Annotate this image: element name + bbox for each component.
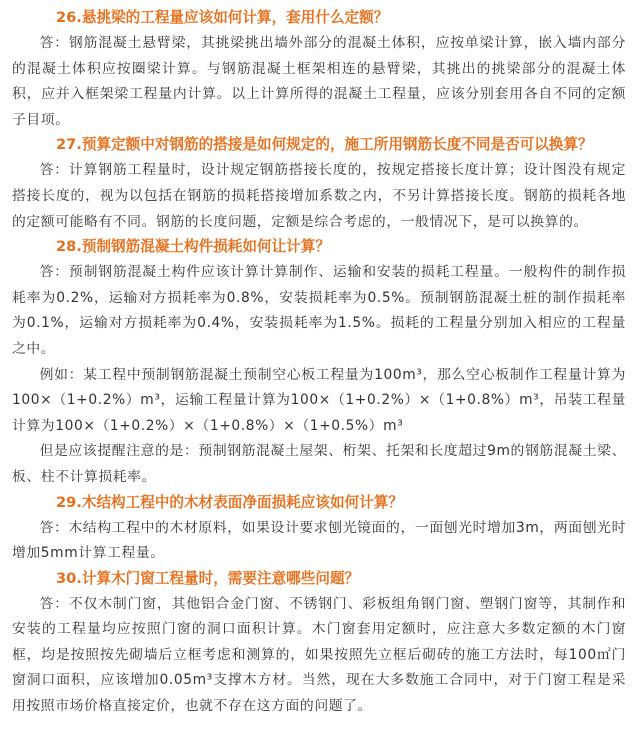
qa-section-30 (12, 567, 626, 720)
answer-paragraph: 答：木结构工程中的木材原料，如果设计要求刨光镜面的，一面刨光时增加3m，两面刨光时增加5mm计算工程量。 (12, 519, 626, 562)
answer-paragraph: 答：钢筋混凝土悬臂梁，其挑梁挑出墙外部分的混凝土体积，应按单梁计算，嵌入墙内部分的混凝土体积应按圈梁计算。与钢筋混凝土框架相连的悬臂梁，其挑出的挑梁部分的混凝土体积，应并入框架梁工程量内计算。以上计算所得的混凝土工程量，应该分别套用各自不同的定额子目项。 (12, 35, 626, 128)
question-heading: 28.预制钢筋混凝土构件损耗如何让计算？ (56, 238, 330, 256)
qa-section-27 (12, 133, 626, 235)
note-paragraph: 但是应该提醒注意的是：预制钢筋混凝土屋架、桁架、托架和长度超过9m的钢筋混凝土梁、板、柱不计算损耗率。 (12, 443, 626, 485)
qa-section-29 (12, 491, 626, 567)
qa-section-28 (12, 235, 626, 490)
answer-paragraph: 答：预制钢筋混凝土构件应该计算计算制作、运输和安装的损耗工程量。一般构件的制作损耗率为0.2%，运输对方损耗率为0.8%，安装损耗率为0.5%。预制钢筋混凝土桩的制作损耗率为0.1%，运输对方损耗率为0.4%，安装损耗率为1.5%。损耗的工程量分别加入相应的工程量之中。 (12, 264, 626, 357)
example-paragraph: 例如：某工程中预制钢筋混凝土预制空心板工程量为100m³，那么空心板制作工程量计算为100×（1+0.2%）m³，运输工程量计算为100×（1+0.2%）×（1+0.8%）m³，吊装工程量计算为100×（1+0.2%）×（1+0.8%）×（1+0.5%）m³ (12, 366, 626, 434)
question-heading: 27.预算定额中对钢筋的搭接是如何规定的，施工所用钢筋长度不同是否可以换算？ (56, 136, 593, 154)
qa-section-26 (12, 6, 626, 133)
answer-paragraph: 答：不仅木制门窗，其他铝合金门窗、不锈钢门、彩板组角钢门窗、塑钢门窗等，其制作和安装的工程量均应按照门窗的洞口面积计算。木门窗套用定额时，应注意大多数定额的木门窗框，均是按照按先砌墙后立框考虑和测算的，如果按照先立框后砌砖的施工方法时，每100㎡门窗洞口面积，应该增加0.05m³支撑木方材。当然，现在大多数施工合同中，对于门窗工程是采用按照市场价格直接定价，也就不存在这方面的问题了。 (12, 595, 626, 715)
question-heading: 26.悬挑梁的工程量应该如何计算，套用什么定额？ (56, 9, 389, 26)
question-heading: 29.木结构工程中的木材表面净面损耗应该如何计算？ (56, 493, 403, 511)
answer-paragraph: 答：计算钢筋工程量时，设计规定钢筋搭接长度的，按规定搭接长度计算；设计图没有规定搭接长度的，视为以包括在钢筋的损耗搭接增加系数之内，不另计算搭接长度。钢筋的损耗各地的定额可能略有不同。钢筋的长度问题，定额是综合考虑的，一般情况下，是可以换算的。 (12, 162, 626, 230)
question-heading: 30.计算木门窗工程量时，需要注意哪些问题？ (56, 569, 360, 587)
